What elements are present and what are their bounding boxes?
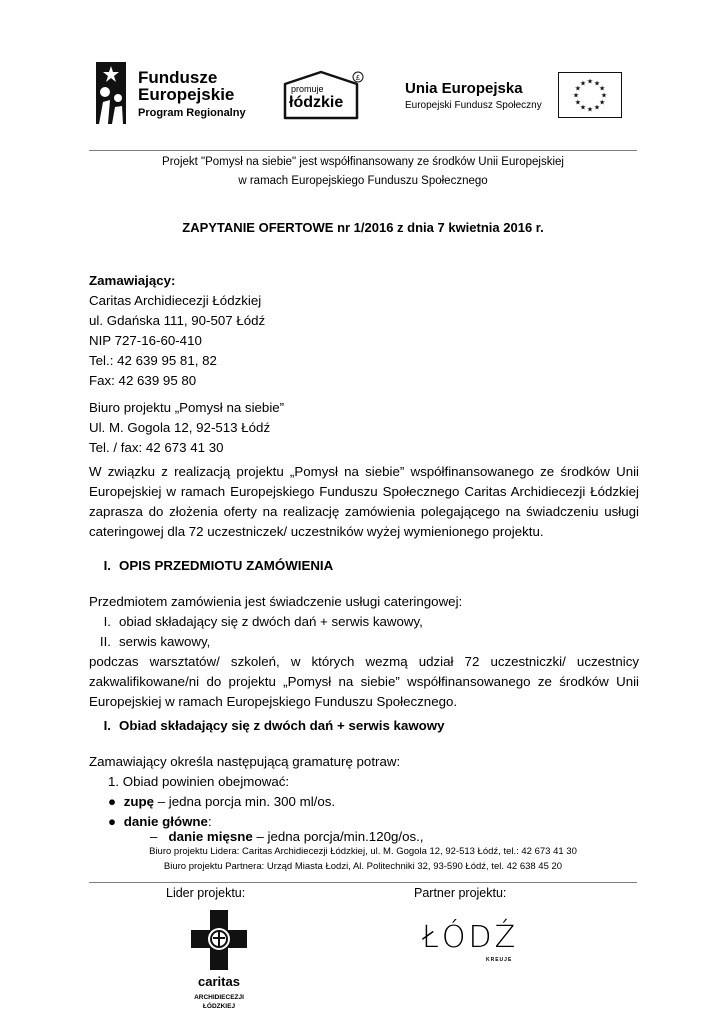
meat-dish-label: danie mięsne [168, 829, 253, 844]
ue-title: Unia Europejska [405, 80, 523, 97]
eu-star-icon: ★ [593, 104, 601, 112]
orderer-line: Tel.: 42 639 95 81, 82 [89, 353, 217, 368]
lodz-word: ŁÓDŹ [422, 920, 519, 955]
eu-star-icon: ★ [579, 104, 587, 112]
caritas-sub-line1: ARCHIDIECEZJI [194, 994, 244, 1001]
office-line: Ul. M. Gogola 12, 92-513 Łódź [89, 420, 271, 435]
ue-subtitle: Europejski Fundusz Społeczny [405, 100, 542, 111]
project-office-block [89, 398, 639, 458]
section2-lead: Zamawiający określa następującą gramaturę potraw: [89, 754, 401, 769]
caritas-logo [183, 904, 255, 1014]
orderer-line: Fax: 42 639 95 80 [89, 373, 197, 388]
eu-star-icon: ★ [600, 92, 608, 100]
header-divider [89, 150, 637, 151]
fe-logo-line3: Program Regionalny [138, 107, 246, 119]
fundusze-europejskie-mark-icon [96, 62, 126, 124]
eu-star-icon: ★ [574, 85, 582, 93]
orderer-line: Caritas Archidiecezji Łódzkiej [89, 293, 262, 308]
eu-star-icon: ★ [586, 106, 594, 114]
dash-icon: – [150, 829, 158, 844]
caritas-sub-line2: ŁÓDZKIEJ [202, 1003, 236, 1010]
orderer-block [89, 271, 639, 391]
funding-note-line1: Projekt "Pomysł na siebie" jest współfinansowany ze środków Unii Europejskiej [162, 156, 564, 168]
list-item-text: obiad składający się z dwóch dań + serwis kawowy, [119, 614, 423, 629]
orderer-line: ul. Gdańska 111, 90-507 Łódź [89, 313, 266, 328]
lodzkie-mark: £ [356, 75, 360, 82]
eu-star-icon: ★ [593, 80, 601, 88]
soup-label: zupę [123, 794, 154, 809]
orderer-label: Zamawiający: [89, 273, 176, 288]
list-item-text: serwis kawowy, [119, 634, 211, 649]
eu-star-icon: ★ [574, 99, 582, 107]
bullet-icon: ● [108, 814, 117, 829]
eu-flag-icon [558, 72, 622, 118]
fe-logo-line2: Europejskie [138, 85, 235, 104]
project-funding-note [89, 153, 637, 191]
soup-bullet-item [108, 792, 335, 812]
section1-number: I. [103, 558, 111, 573]
eu-star-icon: ★ [572, 92, 580, 100]
meat-dish-text: – jedna porcja/min.120g/os., [252, 829, 424, 844]
list-item-number: I. [103, 614, 111, 629]
section1-list [89, 612, 639, 652]
funding-note-line2: w ramach Europejskiego Funduszu Społecznego [238, 175, 488, 187]
footer-divider [89, 882, 637, 883]
leader-office-line: Biuro projektu Lidera: Caritas Archidiecezji Łódzkiej, ul. M. Gogola 12, 92-513 Łódź, tel.: 42 673 41 30 [149, 846, 577, 857]
caritas-cross-icon [183, 904, 255, 976]
office-line: Tel. / fax: 42 673 41 30 [89, 440, 224, 455]
lodzkie-small-text: promuje [291, 84, 324, 94]
section1-paragraph: podczas warsztatów/ szkoleń, w których wezmą udział 72 uczestniczki/ uczestnicy zakwalifikowane/ni do projektu „Pomysł na siebie” współfinansowanego ze środków Unii Europejskiej w ramach Europejskiego Funduszu Społecznego. [89, 654, 639, 709]
main-dish-label: danie główne [123, 814, 208, 829]
list-item [89, 632, 639, 652]
unia-europejska-logo-text [405, 80, 542, 111]
caritas-word: caritas [198, 974, 240, 989]
section1-title: OPIS PRZEDMIOTU ZAMÓWIENIA [119, 558, 334, 573]
caritas-subtitle [177, 993, 261, 1011]
section2-heading [89, 716, 639, 736]
section1-lead: Przedmiotem zamówienia jest świadczenie usługi cateringowej: [89, 594, 463, 609]
eu-star-icon: ★ [586, 78, 594, 86]
list-item-number: II. [99, 634, 111, 649]
eu-star-icon: ★ [598, 85, 606, 93]
lodz-kreuje-logo [422, 920, 519, 968]
fundusze-europejskie-logo [96, 62, 256, 124]
lodz-sub: KREUJE [486, 957, 513, 963]
list-item [89, 612, 639, 632]
section2-number: I. [103, 718, 111, 733]
orderer-line: NIP 727-16-60-410 [89, 333, 202, 348]
section2-item1: 1. Obiad powinien obejmować: [108, 774, 290, 789]
main-dish-colon: : [207, 814, 212, 829]
invitation-paragraph: W związku z realizacją projektu „Pomysł na siebie” współfinansowanego ze środków Unii Europejskiej w ramach Europejskiego Funduszu Społecznego Caritas Archidiecezji Łódzkiej zaprasza do złożenia oferty na realizację zamówienia polegającego na świadczeniu usługi cateringowej dla 72 uczestniczek/ uczestników wyżej wymienionego projektu. [89, 464, 639, 539]
eu-star-icon: ★ [579, 80, 587, 88]
leader-label: Lider projektu: [166, 886, 246, 900]
partner-label: Partner projektu: [414, 886, 507, 900]
soup-text: – jedna porcja min. 300 ml/os. [154, 794, 336, 809]
promuje-lodzkie-logo [283, 70, 365, 120]
eu-star-icon: ★ [598, 99, 606, 107]
footer-offices [89, 844, 637, 874]
section2-title: Obiad składający się z dwóch dań + serwis kawowy [119, 718, 445, 733]
lodzkie-big-text: łódzkie [289, 94, 344, 111]
bullet-icon: ● [108, 794, 117, 809]
document-title: ZAPYTANIE OFERTOWE nr 1/2016 z dnia 7 kwietnia 2016 r. [182, 220, 544, 235]
partner-office-line: Biuro projektu Partnera: Urząd Miasta Łodzi, Al. Politechniki 32, 93-590 Łódź, tel. 42 638 45 20 [163, 861, 563, 872]
fe-logo-line1: Fundusze [138, 68, 218, 87]
office-line: Biuro projektu „Pomysł na siebie” [89, 400, 285, 415]
section1-heading [89, 556, 639, 576]
